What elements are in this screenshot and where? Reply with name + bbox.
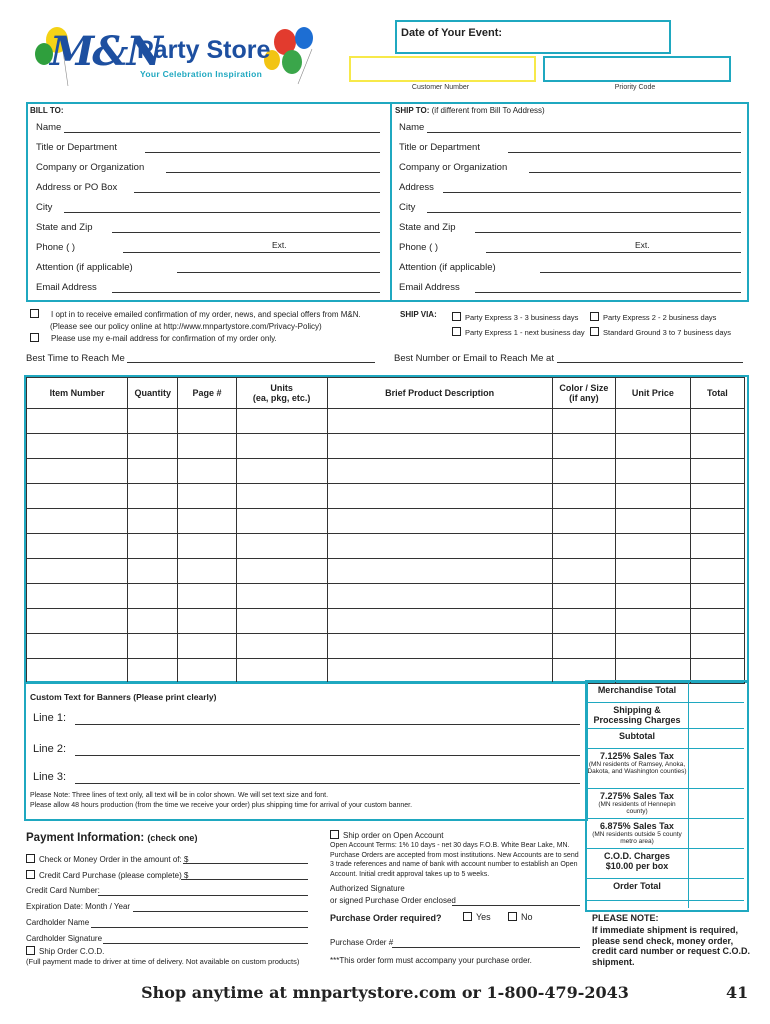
table-cell[interactable] xyxy=(327,559,552,584)
ship-to-label-2: Company or Organization xyxy=(399,162,508,173)
banner-line2-input[interactable] xyxy=(75,755,580,756)
bill-to-input-2[interactable] xyxy=(166,172,380,173)
table-cell[interactable] xyxy=(178,584,236,609)
footer-tagline: Shop anytime at mnpartystore.com or 1-800-479-2043 xyxy=(141,983,629,1002)
table-cell[interactable] xyxy=(690,634,744,659)
page-number: 41 xyxy=(726,983,749,1002)
sales-tax-7275-label: 7.275% Sales Tax (MN residents of Hennepin county) xyxy=(598,791,676,815)
optin-policy: (Please see our policy online at http://www.mnpartystore.com/Privacy-Policy) xyxy=(50,322,322,331)
table-cell[interactable] xyxy=(552,409,615,434)
po-required-label: Purchase Order required? xyxy=(330,913,442,923)
open-account-terms: Open Account Terms: 1% 10 days - net 30 days F.O.B. White Bear Lake, MN. Purchase Orders are accepted from most institutions. New Accounts are to send 3 trade references and name of bank with account number to establish an Open Account. Initial credit approval takes up to 5 weeks. xyxy=(330,842,579,878)
table-cell[interactable] xyxy=(128,534,178,559)
table-cell[interactable] xyxy=(128,559,178,584)
credit-option[interactable]: Credit Card Purchase (please complete) $ xyxy=(26,870,188,880)
best-time-input[interactable] xyxy=(127,362,375,363)
cod-charges-row xyxy=(587,848,744,879)
table-cell[interactable] xyxy=(236,559,327,584)
table-cell[interactable] xyxy=(616,409,691,434)
table-cell[interactable] xyxy=(690,434,744,459)
table-cell[interactable] xyxy=(327,484,552,509)
table-cell[interactable] xyxy=(27,584,128,609)
table-cell[interactable] xyxy=(27,484,128,509)
merchandise-total-value[interactable] xyxy=(689,682,744,702)
brand-tagline: Your Celebration Inspiration xyxy=(140,69,263,79)
priority-code-label: Priority Code xyxy=(614,84,656,91)
holder-name-input[interactable] xyxy=(91,927,308,928)
table-cell[interactable] xyxy=(690,484,744,509)
bill-to-input-7[interactable] xyxy=(177,272,380,273)
banner-note: Please Note: Three lines of text only, all text will be in color shown. We will set text size and font. Please allow 48 hours production (from the time we receive your order) plus shipping time for arrival of your custom banner. xyxy=(30,792,413,809)
banner-line3-label: Line 3: xyxy=(33,771,67,783)
table-cell[interactable] xyxy=(128,509,178,534)
cc-number-label: Credit Card Number: xyxy=(26,886,100,895)
ship-to-input-1[interactable] xyxy=(508,152,741,153)
cod-option[interactable]: Ship Order C.O.D. xyxy=(26,946,104,956)
cc-number-input[interactable] xyxy=(98,895,308,896)
logo-mark: M&N xyxy=(50,28,161,75)
ship-to-title: SHIP TO: (if different from Bill To Address) xyxy=(395,106,545,115)
table-cell[interactable] xyxy=(552,634,615,659)
check-amount-input[interactable] xyxy=(183,863,308,864)
table-cell[interactable] xyxy=(128,609,178,634)
customer-number-field[interactable] xyxy=(349,56,536,82)
table-row xyxy=(27,459,745,484)
holder-sig-input[interactable] xyxy=(103,943,308,944)
best-number-input[interactable] xyxy=(557,362,743,363)
table-cell[interactable] xyxy=(552,534,615,559)
table-cell[interactable] xyxy=(128,459,178,484)
table-cell[interactable] xyxy=(616,559,691,584)
table-cell[interactable] xyxy=(690,584,744,609)
bill-to-title: BILL TO: xyxy=(30,106,64,115)
auth-sig-input[interactable] xyxy=(452,905,580,906)
ship-to-input-0[interactable] xyxy=(427,132,741,133)
banner-line1-label: Line 1: xyxy=(33,712,67,724)
ship-to-ext-label: Ext. xyxy=(635,240,650,250)
holder-name-label: Cardholder Name xyxy=(26,918,90,927)
brand-name: Party Store xyxy=(137,36,271,64)
bill-to-label-3: Address or PO Box xyxy=(36,182,118,193)
table-cell[interactable] xyxy=(178,609,236,634)
cod-charges-label: C.O.D. Charges $10.00 per box xyxy=(603,851,670,871)
items-table xyxy=(26,377,745,684)
shipping-charges-row xyxy=(587,702,744,729)
table-cell[interactable] xyxy=(236,584,327,609)
bill-to-input-3[interactable] xyxy=(134,192,380,193)
table-cell[interactable] xyxy=(552,584,615,609)
table-cell[interactable] xyxy=(616,434,691,459)
table-cell[interactable] xyxy=(616,609,691,634)
sales-tax-7125-label: 7.125% Sales Tax (MN residents of Ramsey, Anoka, Dakota, and Washington counties) xyxy=(587,751,687,775)
table-cell[interactable] xyxy=(27,509,128,534)
table-cell[interactable] xyxy=(552,509,615,534)
table-cell[interactable] xyxy=(327,609,552,634)
ship-option-express1[interactable]: Party Express 1 - next business day xyxy=(452,325,585,340)
auth-sig-label: Authorized Signature xyxy=(330,884,405,893)
subtotal-value[interactable] xyxy=(689,728,744,748)
table-cell[interactable] xyxy=(327,584,552,609)
cod-note: (Full payment made to driver at time of delivery. Not available on custom products) xyxy=(26,957,300,966)
table-cell[interactable] xyxy=(128,484,178,509)
table-row xyxy=(27,634,745,659)
table-cell[interactable] xyxy=(128,634,178,659)
ship-option-ground[interactable]: Standard Ground 3 to 7 business days xyxy=(590,325,731,340)
po-no-option[interactable]: No xyxy=(508,912,533,922)
table-cell[interactable] xyxy=(236,609,327,634)
table-cell[interactable] xyxy=(236,534,327,559)
bill-to-input-0[interactable] xyxy=(64,132,380,133)
table-row xyxy=(27,534,745,559)
table-cell[interactable] xyxy=(178,459,236,484)
bill-to-label-6: Phone ( ) xyxy=(36,242,76,253)
ship-to-label-6: Phone ( ) xyxy=(399,242,439,253)
table-cell[interactable] xyxy=(236,634,327,659)
sales-tax-7125-row xyxy=(587,748,744,789)
ship-to-label-5: State and Zip xyxy=(399,222,456,233)
table-cell[interactable] xyxy=(552,434,615,459)
ship-to-label-4: City xyxy=(399,202,416,213)
optin-block xyxy=(30,309,361,345)
items-header-3: Units (ea, pkg, etc.) xyxy=(236,378,327,409)
table-cell[interactable] xyxy=(327,459,552,484)
bill-to-label-0: Name xyxy=(36,122,62,133)
table-cell[interactable] xyxy=(690,509,744,534)
table-cell[interactable] xyxy=(27,609,128,634)
items-header-1: Quantity xyxy=(128,378,178,409)
table-cell[interactable] xyxy=(236,459,327,484)
table-cell[interactable] xyxy=(128,409,178,434)
table-cell[interactable] xyxy=(236,409,327,434)
must-accompany-note: ***This order form must accompany your purchase order. xyxy=(330,956,532,965)
items-header-0: Item Number xyxy=(27,378,128,409)
items-header-7: Total xyxy=(690,378,744,409)
payment-title: Payment Information: (check one) xyxy=(26,832,198,844)
bill-to-ext-label: Ext. xyxy=(272,240,287,250)
table-cell[interactable] xyxy=(327,409,552,434)
table-row xyxy=(27,509,745,534)
sales-tax-6875-label: 6.875% Sales Tax (MN residents outside 5 county metro area) xyxy=(592,821,682,845)
table-cell[interactable] xyxy=(128,584,178,609)
sales-tax-7275-row xyxy=(587,788,744,819)
shipping-charges-label: Shipping & Processing Charges xyxy=(593,705,681,725)
banner-title: Custom Text for Banners (Please print clearly) xyxy=(30,692,217,702)
table-cell[interactable] xyxy=(236,434,327,459)
ship-to-input-4[interactable] xyxy=(427,212,741,213)
bill-to-label-5: State and Zip xyxy=(36,222,93,233)
table-cell[interactable] xyxy=(178,509,236,534)
table-cell[interactable] xyxy=(552,484,615,509)
customer-number-label: Customer Number xyxy=(411,84,470,91)
table-cell[interactable] xyxy=(327,659,552,684)
subtotal-label: Subtotal xyxy=(619,731,655,741)
ship-to-label-7: Attention (if applicable) xyxy=(399,262,496,273)
table-cell[interactable] xyxy=(690,559,744,584)
table-cell[interactable] xyxy=(27,459,128,484)
sales-tax-6875-row xyxy=(587,818,744,849)
table-cell[interactable] xyxy=(178,409,236,434)
table-row xyxy=(27,584,745,609)
table-cell[interactable] xyxy=(690,459,744,484)
open-account-option[interactable]: Ship order on Open Account xyxy=(330,830,444,840)
priority-code-field[interactable] xyxy=(543,56,731,82)
bill-to-input-8[interactable] xyxy=(112,292,380,293)
ship-to-label-8: Email Address xyxy=(399,282,460,293)
items-header-2: Page # xyxy=(178,378,236,409)
po-enclosed-label: or signed Purchase Order enclosed xyxy=(330,896,456,905)
order-total-label: Order Total xyxy=(613,881,661,891)
table-cell[interactable] xyxy=(327,534,552,559)
table-cell[interactable] xyxy=(616,634,691,659)
table-cell[interactable] xyxy=(27,534,128,559)
optin-text: I opt in to receive emailed confirmation of my order, news, and special offers from M&N. xyxy=(51,310,361,319)
sales-tax-6875-value[interactable] xyxy=(689,818,744,848)
table-cell[interactable] xyxy=(616,509,691,534)
table-cell[interactable] xyxy=(27,409,128,434)
banner-line2-label: Line 2: xyxy=(33,743,67,755)
table-cell[interactable] xyxy=(327,434,552,459)
table-cell[interactable] xyxy=(690,609,744,634)
table-cell[interactable] xyxy=(690,534,744,559)
table-row xyxy=(27,409,745,434)
best-number-label: Best Number or Email to Reach Me at xyxy=(394,353,554,364)
bill-to-label-1: Title or Department xyxy=(36,142,117,153)
credit-amount-input[interactable] xyxy=(181,879,308,880)
ship-option-express3[interactable]: Party Express 3 - 3 business days xyxy=(452,310,578,325)
bill-to-label-7: Attention (if applicable) xyxy=(36,262,133,273)
table-cell[interactable] xyxy=(27,659,128,684)
sales-tax-7125-value[interactable] xyxy=(689,748,744,788)
please-note-title: PLEASE NOTE: xyxy=(592,913,659,923)
cod-charges-value[interactable] xyxy=(689,848,744,878)
confirm-only-checkbox[interactable] xyxy=(30,333,39,342)
bill-to-input-4[interactable] xyxy=(64,212,380,213)
event-date-label: Date of Your Event: xyxy=(401,27,503,39)
ship-via-label: SHIP VIA: xyxy=(400,310,437,319)
banner-line3-input[interactable] xyxy=(75,783,580,784)
table-cell[interactable] xyxy=(178,434,236,459)
shipping-charges-value[interactable] xyxy=(689,702,744,728)
bill-to-label-8: Email Address xyxy=(36,282,97,293)
ship-option-express2[interactable]: Party Express 2 - 2 business days xyxy=(590,310,716,325)
expiration-label: Expiration Date: Month / Year xyxy=(26,902,131,911)
ship-to-input-8[interactable] xyxy=(475,292,741,293)
bill-to-input-5[interactable] xyxy=(112,232,380,233)
table-row xyxy=(27,434,745,459)
confirm-only-text: Please use my e-mail address for confirmation of my order only. xyxy=(51,334,277,343)
table-row xyxy=(27,609,745,634)
table-cell[interactable] xyxy=(27,434,128,459)
table-cell[interactable] xyxy=(327,634,552,659)
bill-to-label-2: Company or Organization xyxy=(36,162,145,173)
merchandise-total-row xyxy=(587,682,744,703)
table-cell[interactable] xyxy=(327,509,552,534)
logo xyxy=(22,14,322,94)
please-note-text: If immediate shipment is required, please send check, money order, credit card number or request C.O.D. shipment. xyxy=(592,925,751,967)
table-cell[interactable] xyxy=(236,484,327,509)
table-row xyxy=(27,484,745,509)
subtotal-row xyxy=(587,728,744,749)
table-cell[interactable] xyxy=(552,459,615,484)
table-cell[interactable] xyxy=(27,559,128,584)
banner-line1-input[interactable] xyxy=(75,724,580,725)
table-cell[interactable] xyxy=(27,634,128,659)
table-cell[interactable] xyxy=(552,609,615,634)
table-row xyxy=(27,559,745,584)
bill-to-input-1[interactable] xyxy=(145,152,380,153)
items-header-6: Unit Price xyxy=(616,378,691,409)
order-total-row xyxy=(587,878,744,901)
po-yes-option[interactable]: Yes xyxy=(463,912,491,922)
expiration-input[interactable] xyxy=(133,911,308,912)
ship-to-label-1: Title or Department xyxy=(399,142,480,153)
ship-to-label-0: Name xyxy=(399,122,425,133)
table-cell[interactable] xyxy=(128,659,178,684)
table-cell[interactable] xyxy=(616,584,691,609)
order-total-value[interactable] xyxy=(689,878,744,900)
ship-to-input-2[interactable] xyxy=(529,172,741,173)
best-time-label: Best Time to Reach Me xyxy=(26,353,125,364)
table-cell[interactable] xyxy=(616,534,691,559)
bill-to-label-4: City xyxy=(36,202,53,213)
po-number-label: Purchase Order # xyxy=(330,938,394,947)
check-option[interactable]: Check or Money Order in the amount of: $ xyxy=(26,854,188,864)
merchandise-total-label: Merchandise Total xyxy=(597,685,677,695)
bill-to-input-6[interactable] xyxy=(123,252,380,253)
items-header-4: Brief Product Description xyxy=(327,378,552,409)
holder-sig-label: Cardholder Signature xyxy=(26,934,103,943)
table-cell[interactable] xyxy=(178,559,236,584)
optin-checkbox[interactable] xyxy=(30,309,39,318)
table-cell[interactable] xyxy=(616,459,691,484)
table-cell[interactable] xyxy=(178,484,236,509)
ship-to-input-7[interactable] xyxy=(540,272,741,273)
table-cell[interactable] xyxy=(552,559,615,584)
po-number-input[interactable] xyxy=(392,947,580,948)
ship-to-label-3: Address xyxy=(399,182,434,193)
ship-to-input-3[interactable] xyxy=(443,192,741,193)
table-cell[interactable] xyxy=(178,634,236,659)
table-cell[interactable] xyxy=(178,534,236,559)
table-cell[interactable] xyxy=(616,484,691,509)
ship-to-input-5[interactable] xyxy=(475,232,741,233)
ship-to-input-6[interactable] xyxy=(486,252,741,253)
table-cell[interactable] xyxy=(236,659,327,684)
table-cell[interactable] xyxy=(690,409,744,434)
table-cell[interactable] xyxy=(128,434,178,459)
items-header-5: Color / Size (if any) xyxy=(552,378,615,409)
table-cell[interactable] xyxy=(178,659,236,684)
table-cell[interactable] xyxy=(236,509,327,534)
sales-tax-7275-value[interactable] xyxy=(689,788,744,818)
event-date-field[interactable] xyxy=(395,20,671,54)
